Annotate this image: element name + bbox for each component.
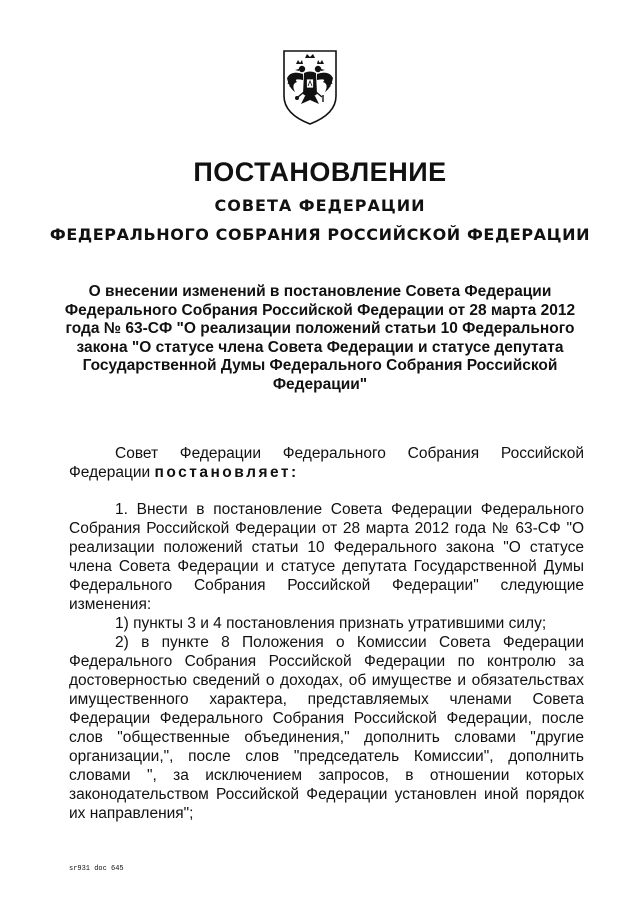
preamble-verb: постановляет:	[154, 464, 299, 481]
coat-of-arms-icon	[281, 48, 339, 126]
issuer-line-1: СОВЕТА ФЕДЕРАЦИИ	[214, 196, 426, 215]
footer-code: sr931 doc 645	[69, 865, 124, 873]
resolution-heading: О внесении изменений в постановление Совета Федерации Федерального Собрания Российской Федерации от 28 марта 2012 года № 63-СФ "О реализации положений статьи 10 Федерального закона "О статусе члена Совета Федерации и статусе депутата Государственной Думы Федерального Собрания Российской Федерации"	[64, 283, 576, 393]
item-1: 1) пункты 3 и 4 постановления признать утратившими силу;	[115, 615, 547, 632]
issuer-line-2: ФЕДЕРАЛЬНОГО СОБРАНИЯ РОССИЙСКОЙ ФЕДЕРАЦИИ	[49, 225, 591, 244]
preamble-text: Совет Федерации Федерального Собрания Российской Федерации	[69, 445, 584, 481]
document-body	[69, 444, 584, 823]
item-2: 2) в пункте 8 Положения о Комиссии Совета Федерации Федерального Собрания Российской Федерации по контролю за достоверностью сведений о доходах, об имуществе и обязательствах имущественного характера, представляемых членами Совета Федерации Федерального Собрания Российской Федерации, после слов "общественные объединения," дополнить словами "другие организации,", после слов "председатель Комиссии", дополнить словами ", за исключением запросов, в отношении которых законодательством Российской Федерации установлен иной порядок их направления";	[69, 634, 584, 822]
paragraph-1: 1. Внести в постановление Совета Федерации Федерального Собрания Российской Федерации от 28 марта 2012 года № 63-СФ "О реализации положений статьи 10 Федерального закона "О статусе члена Совета Федерации и статусе депутата Государственной Думы Федерального Собрания Российской Федерации" следующие изменения:	[69, 501, 584, 613]
document-title: ПОСТАНОВЛЕНИЕ	[193, 157, 447, 187]
preamble-paragraph	[69, 444, 584, 482]
